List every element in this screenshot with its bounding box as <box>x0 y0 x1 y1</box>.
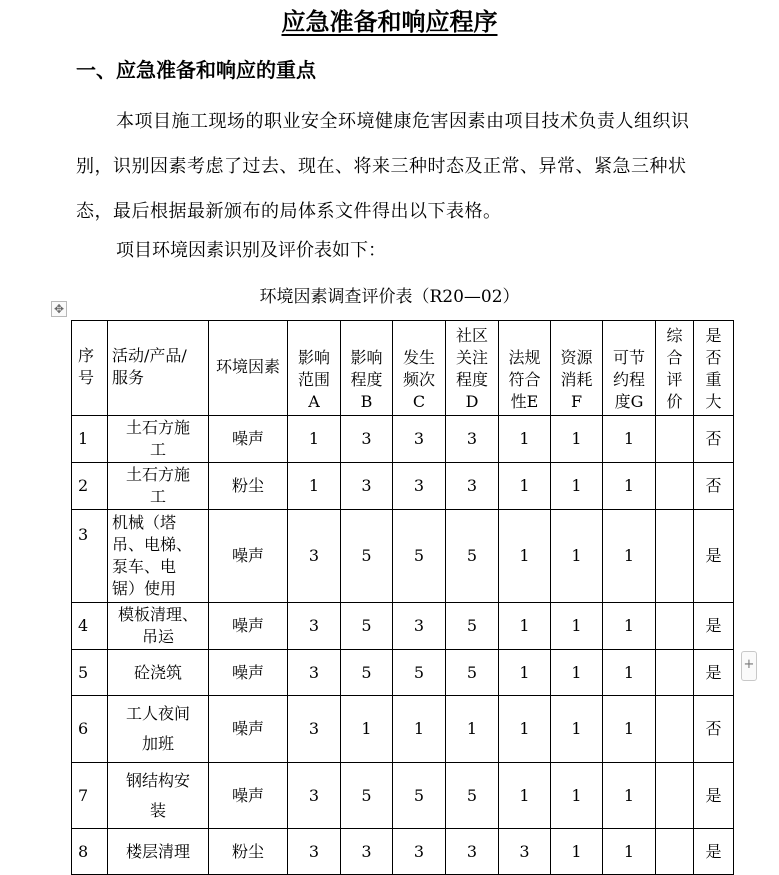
cell-factor: 粉尘 <box>209 463 288 510</box>
header-a: 影响范围A <box>288 321 341 416</box>
body-paragraph <box>76 99 696 234</box>
header-b: 影响程度B <box>341 321 393 416</box>
cell-e: 1 <box>499 416 551 463</box>
cell-f: 1 <box>551 829 603 875</box>
cell-a: 3 <box>288 603 341 650</box>
cell-g: 1 <box>603 510 656 603</box>
cell-d: 5 <box>446 603 499 650</box>
cell-f: 1 <box>551 763 603 829</box>
cell-b: 3 <box>341 829 393 875</box>
cell-f: 1 <box>551 510 603 603</box>
cell-factor: 噪声 <box>209 763 288 829</box>
cell-no: 3 <box>72 510 108 603</box>
cell-no: 5 <box>72 650 108 696</box>
cell-major: 是 <box>694 510 734 603</box>
cell-factor: 噪声 <box>209 510 288 603</box>
cell-score <box>656 463 694 510</box>
cell-g: 1 <box>603 416 656 463</box>
cell-activity: 土石方施工 <box>108 416 209 463</box>
cell-d: 5 <box>446 510 499 603</box>
table-row <box>72 463 734 510</box>
header-c: 发生频次C <box>393 321 446 416</box>
cell-score <box>656 510 694 603</box>
cell-c: 1 <box>393 696 446 763</box>
body-paragraph-text: 本项目施工现场的职业安全环境健康危害因素由项目技术负责人组织识别，识别因素考虑了过去、现在、将来三种时态及正常、异常、紧急三种状态，最后根据最新颁布的局体系文件得出以下表格。 <box>76 111 690 222</box>
cell-d: 3 <box>446 463 499 510</box>
cell-score <box>656 829 694 875</box>
cell-score <box>656 416 694 463</box>
cell-b: 3 <box>341 416 393 463</box>
cell-d: 5 <box>446 763 499 829</box>
cell-score <box>656 603 694 650</box>
cell-e: 1 <box>499 650 551 696</box>
cell-a: 1 <box>288 416 341 463</box>
table-caption: 环境因素调查评价表（R20—02） <box>259 287 520 307</box>
environment-factor-table <box>71 320 734 875</box>
cell-major: 否 <box>694 416 734 463</box>
cell-major: 是 <box>694 763 734 829</box>
cell-b: 5 <box>341 763 393 829</box>
cell-a: 3 <box>288 650 341 696</box>
header-major: 是否重大 <box>694 321 734 416</box>
cell-a: 3 <box>288 829 341 875</box>
cell-activity: 工人夜间加班 <box>108 696 209 763</box>
cell-activity: 机械（塔吊、电梯、泵车、电锯）使用 <box>108 510 209 603</box>
cell-g: 1 <box>603 463 656 510</box>
cell-factor: 噪声 <box>209 416 288 463</box>
cell-g: 1 <box>603 603 656 650</box>
cell-g: 1 <box>603 829 656 875</box>
cell-c: 3 <box>393 829 446 875</box>
table-row <box>72 829 734 875</box>
cell-d: 3 <box>446 829 499 875</box>
table-header-row <box>72 321 734 416</box>
cell-major: 否 <box>694 463 734 510</box>
cell-factor: 噪声 <box>209 696 288 763</box>
cell-major: 是 <box>694 829 734 875</box>
header-d: 社区关注程度D <box>446 321 499 416</box>
cell-factor: 粉尘 <box>209 829 288 875</box>
cell-f: 1 <box>551 603 603 650</box>
cell-activity: 钢结构安装 <box>108 763 209 829</box>
cell-e: 3 <box>499 829 551 875</box>
add-column-button[interactable]: + <box>741 651 757 681</box>
cell-d: 1 <box>446 696 499 763</box>
cell-no: 2 <box>72 463 108 510</box>
cell-e: 1 <box>499 603 551 650</box>
cell-factor: 噪声 <box>209 650 288 696</box>
cell-score <box>656 763 694 829</box>
cell-no: 1 <box>72 416 108 463</box>
table-row <box>72 416 734 463</box>
cell-b: 1 <box>341 696 393 763</box>
cell-score <box>656 650 694 696</box>
cell-f: 1 <box>551 463 603 510</box>
table-row <box>72 696 734 763</box>
cell-d: 5 <box>446 650 499 696</box>
cell-b: 5 <box>341 510 393 603</box>
cell-activity: 砼浇筑 <box>108 650 209 696</box>
cell-f: 1 <box>551 416 603 463</box>
cell-c: 3 <box>393 416 446 463</box>
header-no: 序号 <box>72 321 108 416</box>
cell-f: 1 <box>551 650 603 696</box>
header-g: 可节约程度G <box>603 321 656 416</box>
table-row <box>72 603 734 650</box>
cell-b: 5 <box>341 650 393 696</box>
cell-c: 3 <box>393 463 446 510</box>
table-row <box>72 763 734 829</box>
cell-e: 1 <box>499 463 551 510</box>
header-e: 法规符合性E <box>499 321 551 416</box>
cell-g: 1 <box>603 650 656 696</box>
cell-activity: 土石方施工 <box>108 463 209 510</box>
cell-f: 1 <box>551 696 603 763</box>
cell-e: 1 <box>499 510 551 603</box>
cell-activity: 模板清理、吊运 <box>108 603 209 650</box>
header-score: 综合评价 <box>656 321 694 416</box>
header-f: 资源消耗F <box>551 321 603 416</box>
cell-no: 8 <box>72 829 108 875</box>
document-title: 应急准备和响应程序 <box>281 7 498 36</box>
cell-c: 5 <box>393 510 446 603</box>
table-row <box>72 510 734 603</box>
table-row <box>72 650 734 696</box>
cell-c: 3 <box>393 603 446 650</box>
cell-c: 5 <box>393 650 446 696</box>
cell-activity: 楼层清理 <box>108 829 209 875</box>
cell-a: 3 <box>288 763 341 829</box>
cell-b: 5 <box>341 603 393 650</box>
cell-a: 3 <box>288 696 341 763</box>
cell-g: 1 <box>603 763 656 829</box>
cell-no: 6 <box>72 696 108 763</box>
cell-b: 3 <box>341 463 393 510</box>
cell-no: 4 <box>72 603 108 650</box>
header-factor: 环境因素 <box>209 321 288 416</box>
cell-major: 是 <box>694 650 734 696</box>
cell-a: 1 <box>288 463 341 510</box>
cell-g: 1 <box>603 696 656 763</box>
table-move-handle-icon[interactable]: ✥ <box>51 301 67 317</box>
cell-score <box>656 696 694 763</box>
cell-c: 5 <box>393 763 446 829</box>
cell-d: 3 <box>446 416 499 463</box>
cell-major: 否 <box>694 696 734 763</box>
cell-a: 3 <box>288 510 341 603</box>
cell-no: 7 <box>72 763 108 829</box>
cell-factor: 噪声 <box>209 603 288 650</box>
section-heading: 一、应急准备和响应的重点 <box>76 58 316 82</box>
cell-e: 1 <box>499 696 551 763</box>
table-intro-text: 项目环境因素识别及评价表如下： <box>116 240 386 261</box>
cell-e: 1 <box>499 763 551 829</box>
header-activity: 活动/产品/服务 <box>108 321 209 416</box>
cell-major: 是 <box>694 603 734 650</box>
